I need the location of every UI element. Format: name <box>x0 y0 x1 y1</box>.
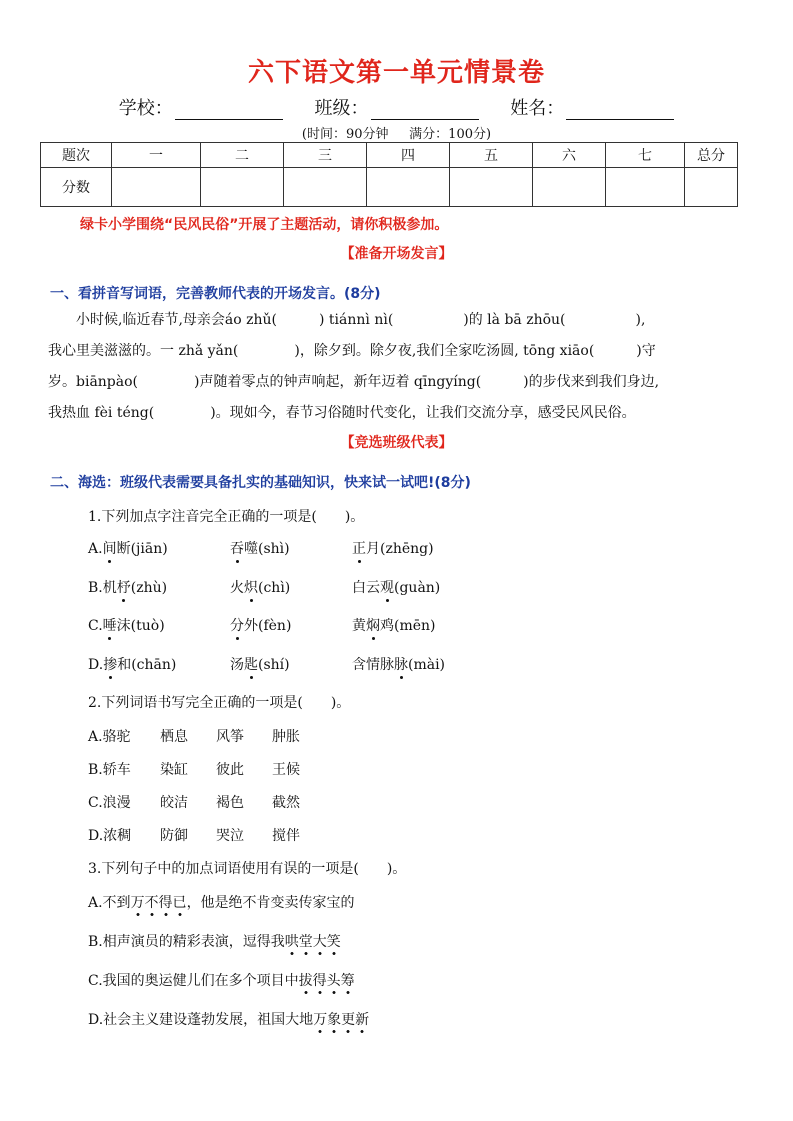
question-2-stem: 2.下列词语书写完全正确的一项是( )。 <box>88 695 351 711</box>
q3-option-c: C.我国的奥运健儿们在多个项目中拔得头筹 <box>88 970 355 995</box>
score-row-label: 分数 <box>41 168 112 207</box>
score-header: 七 <box>606 143 685 168</box>
q2-option-b: B.轿车 染缸 彼此 王候 <box>88 762 300 778</box>
section2-title: 二、海选：班级代表需要具备扎实的基础知识，快来试一试吧!(8分) <box>50 475 471 491</box>
question-1-stem: 1.下列加点字注音完全正确的一项是( )。 <box>88 509 365 525</box>
score-cell[interactable] <box>201 168 284 207</box>
q2-option-d: D.浓稠 防御 哭泣 搅伴 <box>88 828 300 844</box>
class-field[interactable] <box>371 101 479 120</box>
name-field[interactable] <box>566 101 674 120</box>
q1-option-a: A.间断(jiān) 吞噬(shì) 正月(zhēng) <box>88 538 168 558</box>
section1-title: 一、看拼音写词语，完善教师代表的开场发言。(8分) <box>50 286 381 302</box>
q3-option-b: B.相声演员的精彩表演，逗得我哄堂大笑 <box>88 931 341 956</box>
q2-option-a: A.骆驼 栖息 风筝 肿胀 <box>88 729 300 745</box>
part2-heading: 【竞选班级代表】 <box>340 435 453 451</box>
question-3-stem: 3.下列句子中的加点词语使用有误的一项是( )。 <box>88 861 407 877</box>
score-value-row <box>41 168 738 207</box>
section1-paragraph <box>48 305 750 429</box>
class-label: 班级： <box>314 98 369 119</box>
score-header: 二 <box>201 143 284 168</box>
paragraph-line: 我心里美滋滋的。一 zhǎ yǎn( )，除夕到。除夕夜,我们全家吃汤圆, tōng xiāo( )守 <box>48 343 656 359</box>
score-header: 四 <box>367 143 450 168</box>
q2-option-c: C.浪漫 皎洁 褐色 截然 <box>88 795 300 811</box>
score-cell[interactable] <box>533 168 606 207</box>
score-header: 题次 <box>41 143 112 168</box>
score-cell[interactable] <box>112 168 201 207</box>
score-cell[interactable] <box>450 168 533 207</box>
score-header: 六 <box>533 143 606 168</box>
score-cell[interactable] <box>284 168 367 207</box>
q3-option-a: A.不到万不得已，他是绝不肯变卖传家宝的 <box>88 892 355 917</box>
name-label: 姓名： <box>510 98 565 119</box>
paragraph-line: 我热血 fèi téng( )。现如今，春节习俗随时代变化，让我们交流分享，感受民风民俗。 <box>48 405 636 421</box>
activity-intro: 绿卡小学围绕“民风民俗”开展了主题活动，请你积极参加。 <box>80 217 449 233</box>
score-cell[interactable] <box>367 168 450 207</box>
part1-heading: 【准备开场发言】 <box>340 246 453 262</box>
score-header: 三 <box>284 143 367 168</box>
school-field[interactable] <box>175 101 283 120</box>
q1-option-c: C.唾沫(tuò) 分外(fèn) 黄焖鸡(mēn) <box>88 615 165 635</box>
page-title: 六下语文第一单元情景卷 <box>247 58 545 88</box>
school-label: 学校： <box>118 98 173 119</box>
q1-option-d: D.掺和(chān) 汤匙(shí) 含情脉脉(mài) <box>88 654 176 674</box>
score-header: 总分 <box>685 143 738 168</box>
score-header: 一 <box>112 143 201 168</box>
score-cell[interactable] <box>606 168 685 207</box>
time-note: (时间：90分钟 满分：100分) <box>301 127 492 142</box>
score-header: 五 <box>450 143 533 168</box>
score-table <box>40 142 738 207</box>
paragraph-line: 小时候,临近春节,母亲会áo zhǔ( ) tiánnì nì( )的 là bā zhōu( ), <box>48 312 646 328</box>
paragraph-line: 岁。biānpào( )声随着零点的钟声响起，新年迈着 qīngyíng( )的步伐来到我们身边, <box>48 374 660 390</box>
score-header-row <box>41 143 738 168</box>
q1-option-b: B.机杼(zhù) 火炽(chì) 白云观(guàn) <box>88 577 167 597</box>
student-info <box>0 94 793 120</box>
q3-option-d: D.社会主义建设蓬勃发展，祖国大地万象更新 <box>88 1009 369 1034</box>
score-cell[interactable] <box>685 168 738 207</box>
